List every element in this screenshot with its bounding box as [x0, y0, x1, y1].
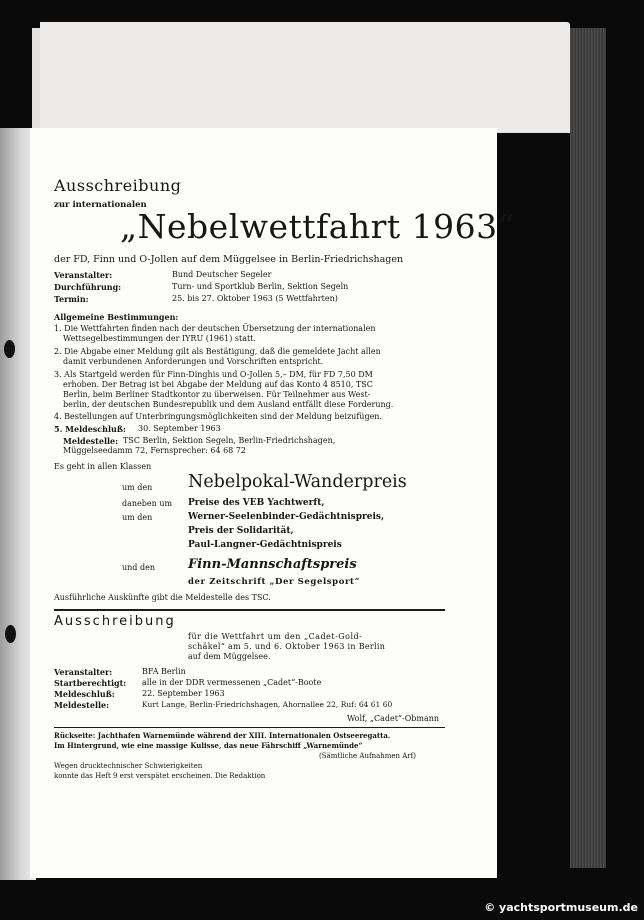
binding-hole-icon — [5, 625, 16, 643]
office-value-line2: Müggelseedamm 72, Fernsprecher: 64 68 72 — [63, 446, 246, 455]
page-subtitle: zur internationalen — [54, 200, 147, 210]
prize-item: Paul-Langner-Gedächtnispreis — [188, 540, 342, 550]
general-line: 1. Die Wettfahrten finden nach der deutschen Übersetzung der internationalen — [54, 324, 376, 333]
watermark: © yachtsportmuseum.de — [484, 901, 638, 914]
event-description: der FD, Finn und O-Jollen auf dem Müggelsee in Berlin-Friedrichshagen — [54, 254, 404, 265]
cadet-value: BFA Berlin — [142, 667, 186, 676]
organizer-value: Bund Deutscher Segeler — [172, 270, 272, 279]
document-page — [30, 128, 516, 878]
general-line: damit verbundenen Anforderungen und Vorschriften entspricht. — [63, 357, 324, 366]
execution-label: Durchführung: — [54, 282, 122, 292]
cadet-value: 22. September 1963 — [142, 689, 225, 698]
general-line: 2. Die Abgabe einer Meldung gilt als Bestätigung, daß die gemeldete Jacht allen — [54, 347, 381, 356]
section-divider — [54, 727, 445, 728]
execution-value: Turn- und Sportklub Berlin, Sektion Segeln — [172, 282, 349, 291]
organizer-label: Veranstalter: — [54, 270, 113, 280]
backpage-note: Im Hintergrund, wie eine massige Kulisse, das neue Fährschiff „Warnemünde“ — [54, 741, 363, 750]
deadline-value: 30. September 1963 — [138, 424, 221, 433]
delay-note: Wegen drucktechnischer Schwierigkeiten — [54, 762, 203, 770]
date-value: 25. bis 27. Oktober 1963 (5 Wettfahrten) — [172, 294, 338, 303]
prize-item: Werner-Seelenbinder-Gedächtnispreis, — [188, 512, 385, 522]
prizes-footer: Ausführliche Auskünfte gibt die Meldestelle des TSC. — [54, 593, 271, 602]
section-divider — [54, 609, 445, 611]
prize-item: Preis der Solidarität, — [188, 526, 294, 536]
general-line: Berlin, beim Berliner Stadtkontor zu überweisen. Für Teilnehmer aus West- — [63, 390, 371, 399]
general-line: 3. Als Startgeld werden für Finn-Dinghis und O-Jollen 5,– DM, für FD 7,50 DM — [54, 370, 373, 379]
cadet-label: Meldeschluß: — [54, 689, 115, 699]
main-prize: Nebelpokal-Wanderpreis — [188, 472, 407, 492]
office-value: TSC Berlin, Sektion Segeln, Berlin-Friedrichshagen, — [123, 436, 336, 445]
cadet-intro-line: schäkel“ am 5. und 6. Oktober 1963 in Berlin — [188, 642, 386, 651]
finn-prize: Finn-Mannschaftspreis — [188, 557, 357, 572]
cadet-label: Veranstalter: — [54, 667, 113, 677]
delay-note: konnte das Heft 9 erst verspätet erscheinen. Die Redaktion — [54, 772, 266, 780]
cadet-value: alle in der DDR vermessenen „Cadet“-Boote — [142, 678, 322, 687]
page-edges — [570, 28, 606, 868]
deadline-label: 5. Meldeschluß: — [54, 424, 126, 434]
backpage-note: Rückseite: Jachthafen Warnemünde während der XIII. Internationalen Ostseeregatta. — [54, 731, 391, 740]
prize-lead: um den — [122, 483, 153, 492]
binding-hole-icon — [4, 340, 15, 358]
event-title: „Nebelwettfahrt 1963“ — [120, 207, 516, 246]
photo-credit: (Sämtliche Aufnahmen Arf) — [319, 752, 417, 760]
page-title: Ausschreibung — [54, 176, 182, 195]
finn-prize-sub: der Zeitschrift „Der Segelsport“ — [188, 577, 361, 587]
cadet-intro-line: für die Wettfahrt um den „Cadet-Gold- — [188, 632, 363, 641]
general-line: Wettsegelbestimmungen der IYRU (1961) statt. — [63, 334, 256, 343]
prize-lead: um den — [122, 513, 153, 522]
general-heading: Allgemeine Bestimmungen: — [54, 312, 179, 322]
prizes-intro: Es geht in allen Klassen — [54, 462, 152, 471]
cadet-value: Kurt Lange, Berlin-Friedrichshagen, Ahornallee 22, Ruf: 64 61 60 — [142, 700, 393, 709]
general-line: 4. Bestellungen auf Unterbringungsmöglichkeiten sind der Meldung beizufügen. — [54, 412, 382, 421]
prize-lead: und den — [122, 563, 155, 572]
cadet-label: Startberechtigt: — [54, 678, 127, 688]
general-line: erhoben. Der Betrag ist bei Abgabe der Meldung auf das Konto 4 8510, TSC — [63, 380, 373, 389]
office-label: Meldestelle: — [63, 436, 119, 446]
prize-lead: daneben um — [122, 499, 173, 508]
cadet-title: Ausschreibung — [54, 614, 176, 629]
cadet-intro-line: auf dem Müggelsee. — [188, 652, 271, 661]
cadet-signature: Wolf, „Cadet“-Obmann — [347, 714, 440, 723]
background-page — [40, 22, 570, 132]
general-line: berlin, der deutschen Bundesrepublik und dem Ausland entfällt diese Forderung. — [63, 400, 394, 409]
cadet-label: Meldestelle: — [54, 700, 110, 710]
date-label: Termin: — [54, 294, 89, 304]
prize-item: Preise des VEB Yachtwerft, — [188, 498, 325, 508]
